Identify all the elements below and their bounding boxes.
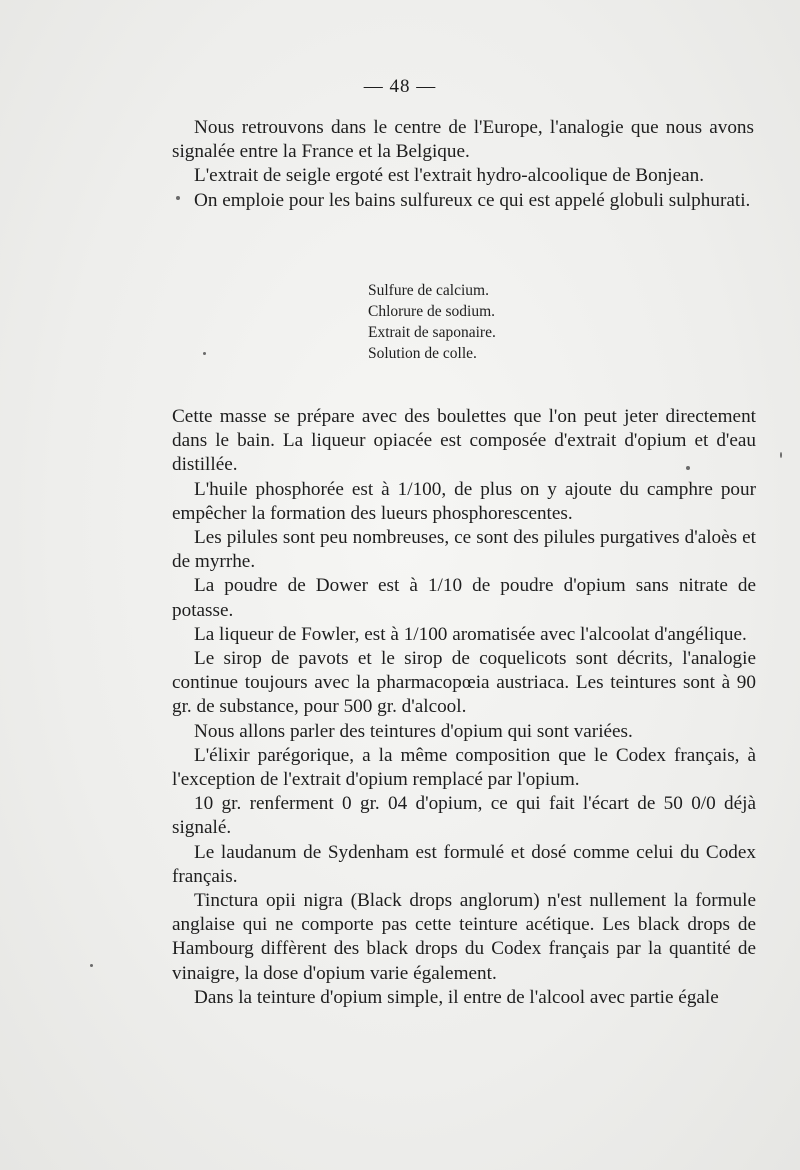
- paragraph: On emploie pour les bains sulfureux ce qui est appelé globuli sulphurati.: [194, 189, 751, 211]
- scan-speck: [203, 352, 206, 355]
- formula-item: Sulfure de calcium.: [368, 282, 489, 299]
- paragraph: Cette masse se prépare avec des boulettes que l'on peut jeter directement dans le bain. La liqueur opiacée est composée d'extrait d'opium et d'eau distillée.: [172, 406, 756, 476]
- paragraph: Dans la teinture d'opium simple, il entre de l'alcool avec partie égale: [194, 986, 719, 1008]
- body-block: [172, 405, 756, 1010]
- formula-item: Solution de colle.: [368, 345, 477, 362]
- paragraph: Nous allons parler des teintures d'opium qui sont variées.: [194, 720, 633, 742]
- paragraph: Les pilules sont peu nombreuses, ce sont des pilules purgatives d'aloès et de myrrhe.: [172, 527, 756, 573]
- paragraph: 10 gr. renferment 0 gr. 04 d'opium, ce qui fait l'écart de 50 0/0 déjà signalé.: [172, 793, 756, 839]
- scan-speck: [90, 964, 93, 967]
- scan-speck: [686, 466, 690, 470]
- paragraph: Le sirop de pavots et le sirop de coquelicots sont décrits, l'analogie continue toujours avec la pharmacopœia austriaca. Les teintures sont à 90 gr. de substance, pour 500 gr. d'alcool.: [172, 648, 756, 718]
- page-number: — 48 —: [363, 76, 437, 97]
- scan-speck: [780, 452, 782, 458]
- paragraph: La liqueur de Fowler, est à 1/100 aromatisée avec l'alcoolat d'angélique.: [194, 623, 747, 645]
- formula-item: Chlorure de sodium.: [368, 303, 495, 320]
- scan-speck: [176, 196, 180, 200]
- paragraph: L'extrait de seigle ergoté est l'extrait hydro-alcoolique de Bonjean.: [194, 165, 705, 187]
- paragraph: L'huile phosphorée est à 1/100, de plus on y ajoute du camphre pour empêcher la formation des lueurs phosphorescentes.: [172, 478, 756, 524]
- paragraph: L'élixir parégorique, a la même composition que le Codex français, à l'exception de l'extrait d'opium remplacé par l'opium.: [172, 744, 756, 791]
- intro-block: [172, 116, 754, 213]
- formula-item: Extrait de saponaire.: [368, 324, 496, 341]
- paragraph: Le laudanum de Sydenham est formulé et dosé comme celui du Codex français.: [172, 841, 756, 887]
- paragraph: Tinctura opii nigra (Black drops anglorum) n'est nullement la formule anglaise qui ne comporte pas cette teinture acétique. Les black drops de Hambourg diffèrent des black drops du Codex français par la quantité de vinaigre, la dose d'opium varie également.: [172, 890, 756, 984]
- paragraph: La poudre de Dower est à 1/10 de poudre d'opium sans nitrate de potasse.: [172, 575, 756, 621]
- formula-list: [368, 280, 496, 364]
- paragraph: Nous retrouvons dans le centre de l'Europe, l'analogie que nous avons signalée entre la France et la Belgique.: [172, 117, 754, 163]
